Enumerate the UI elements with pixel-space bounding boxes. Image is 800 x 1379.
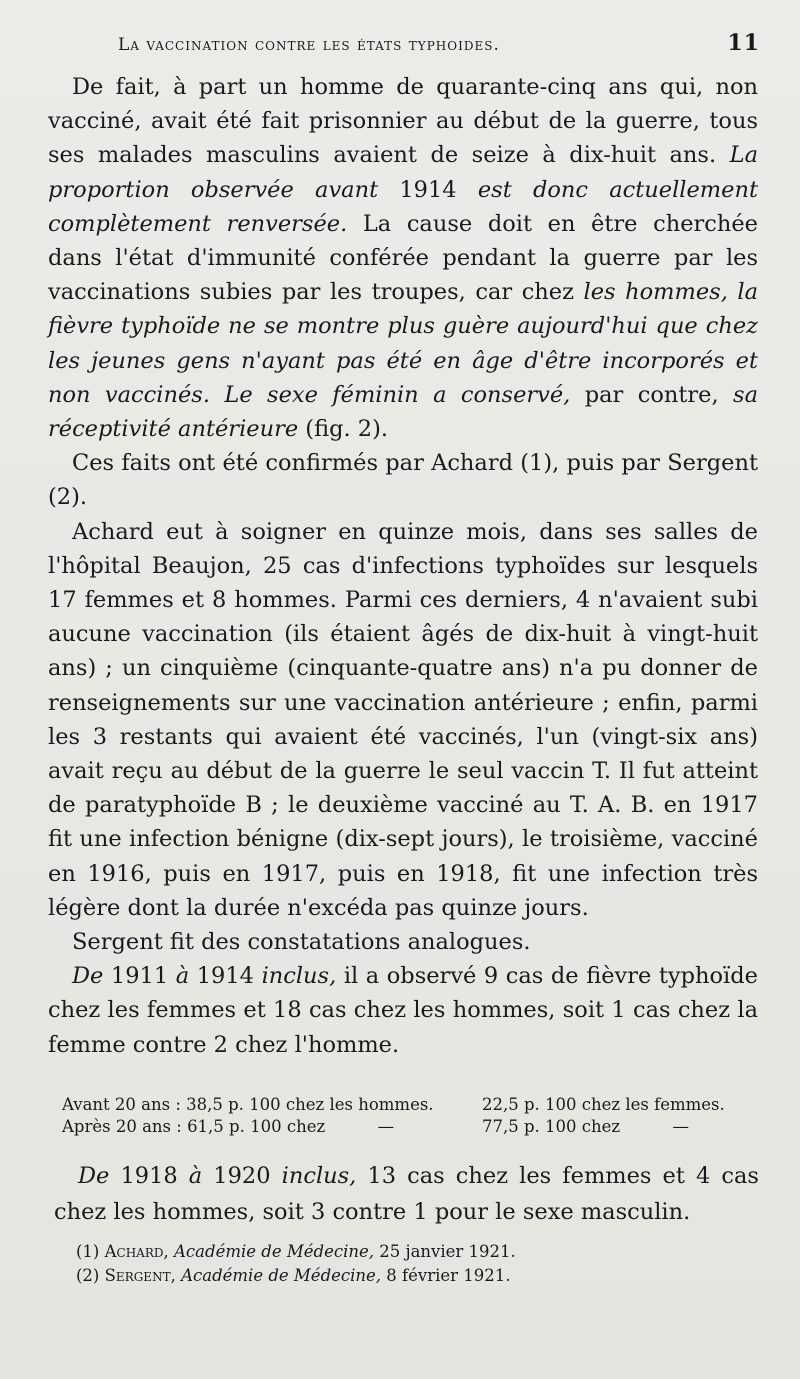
statistics-block: [62, 1094, 762, 1138]
text-run: De fait, à part un homme de quarante-cinq ans qui, non vacciné, avait été fait prisonnier au début de la guerre, tous ses malades masculins avaient de seize à dix-huit ans.: [48, 74, 758, 169]
italic-run: à: [188, 1163, 203, 1189]
paragraph-3: Achard eut à soigner en quinze mois, dans ses salles de l'hôpital Beaujon, 25 cas d'infections typhoïdes sur lesquels 17 femmes et 8 hommes. Parmi ces derniers, 4 n'avaient subi aucune vaccination (ils étaient âgés de dix-huit à vingt-huit ans) ; un cinquième (cinquante-quatre ans) n'a pu donner de renseignements sur une vaccination antérieure ; enfin, parmi les 3 restants qui avaient été vaccinés, l'un (vingt-six ans) avait reçu au début de la guerre le seul vaccin T. Il fut atteint de paratyphoïde B ; le deuxième vacciné au T. A. B. en 1917 fit une infection bénigne (dix-sept jours), le troisième, vacciné en 1916, puis en 1917, puis en 1918, fit une infection très légère dont la durée n'excéda pas quinze jours.: [48, 518, 758, 921]
footnotes: [76, 1240, 756, 1288]
italic-run: sa réceptivité antérieure: [48, 381, 758, 443]
stats-women-before-20: 22,5 p. 100 chez les femmes.: [482, 1095, 725, 1114]
running-title: La vaccination contre les états typhoides.: [118, 35, 500, 55]
text-run: 1911: [103, 963, 176, 990]
paragraph-4: Sergent fit des constatations analogues.: [72, 929, 531, 956]
text-run: 1918: [109, 1163, 189, 1189]
stats-row-after-20: [62, 1116, 762, 1138]
text-run: il a observé 9 cas de fièvre typhoïde chez les femmes et 18 cas chez les hommes, soit 1 cas chez la femme contre 2 chez l'homme.: [48, 963, 758, 1058]
italic-run: inclus,: [281, 1163, 357, 1189]
text-run: par contre,: [570, 381, 734, 408]
footnote-author: Achard,: [104, 1242, 169, 1261]
page-number: 11: [727, 30, 760, 56]
paragraph-5: [48, 959, 758, 1062]
footnote-2: [76, 1264, 756, 1288]
paragraph-6: [54, 1158, 759, 1230]
footnote-source: Académie de Médecine,: [181, 1266, 382, 1285]
page-header: [118, 30, 760, 56]
text-run: 13 cas chez les femmes et 4 cas chez les hommes, soit 3 contre 1 pour le sexe masculin.: [54, 1163, 759, 1225]
stats-men-before-20: Avant 20 ans : 38,5 p. 100 chez les hommes.: [62, 1095, 434, 1114]
italic-run: à: [175, 963, 190, 990]
text-run: 1914: [378, 176, 478, 203]
paragraph-1: [48, 70, 758, 446]
footnote-marker: (1): [76, 1242, 100, 1261]
footnote-marker: (2): [76, 1266, 100, 1285]
text-run: 1920: [202, 1163, 282, 1189]
text-run: (fig. 2).: [298, 416, 389, 443]
main-text: [48, 70, 758, 1062]
italic-run: est donc actuellement complètement renversée.: [48, 176, 758, 237]
stats-men-after-20: Après 20 ans : 61,5 p. 100 chez —: [62, 1117, 395, 1136]
period-1918-1920: [54, 1158, 759, 1230]
paragraph-2: Ces faits ont été confirmés par Achard (1), puis par Sergent (2).: [48, 450, 758, 511]
footnote-source: Académie de Médecine,: [174, 1242, 374, 1261]
italic-run: De: [72, 963, 104, 990]
italic-run: De: [78, 1163, 110, 1189]
stats-row-before-20: [62, 1094, 762, 1116]
footnote-date: 25 janvier 1921.: [373, 1242, 516, 1261]
stats-women-after-20: 77,5 p. 100 chez —: [482, 1117, 690, 1136]
text-run: 1914: [189, 963, 262, 990]
italic-run: inclus,: [261, 963, 337, 990]
footnote-1: [76, 1240, 756, 1264]
italic-run: les hommes, la fièvre typhoïde ne se montre plus guère aujourd'hui que chez les jeunes gens n'ayant pas été en âge d'être incorporés et non vaccinés. Le sexe féminin a conservé,: [48, 279, 759, 408]
text-run: La cause doit en être cherchée dans l'état d'immunité conférée pendant la guerre par les vaccinations subies par les troupes, car chez: [48, 210, 758, 306]
italic-run: La proportion observée avant: [48, 142, 758, 203]
footnote-author: Sergent,: [104, 1266, 176, 1285]
footnote-date: 8 février 1921.: [381, 1266, 511, 1285]
